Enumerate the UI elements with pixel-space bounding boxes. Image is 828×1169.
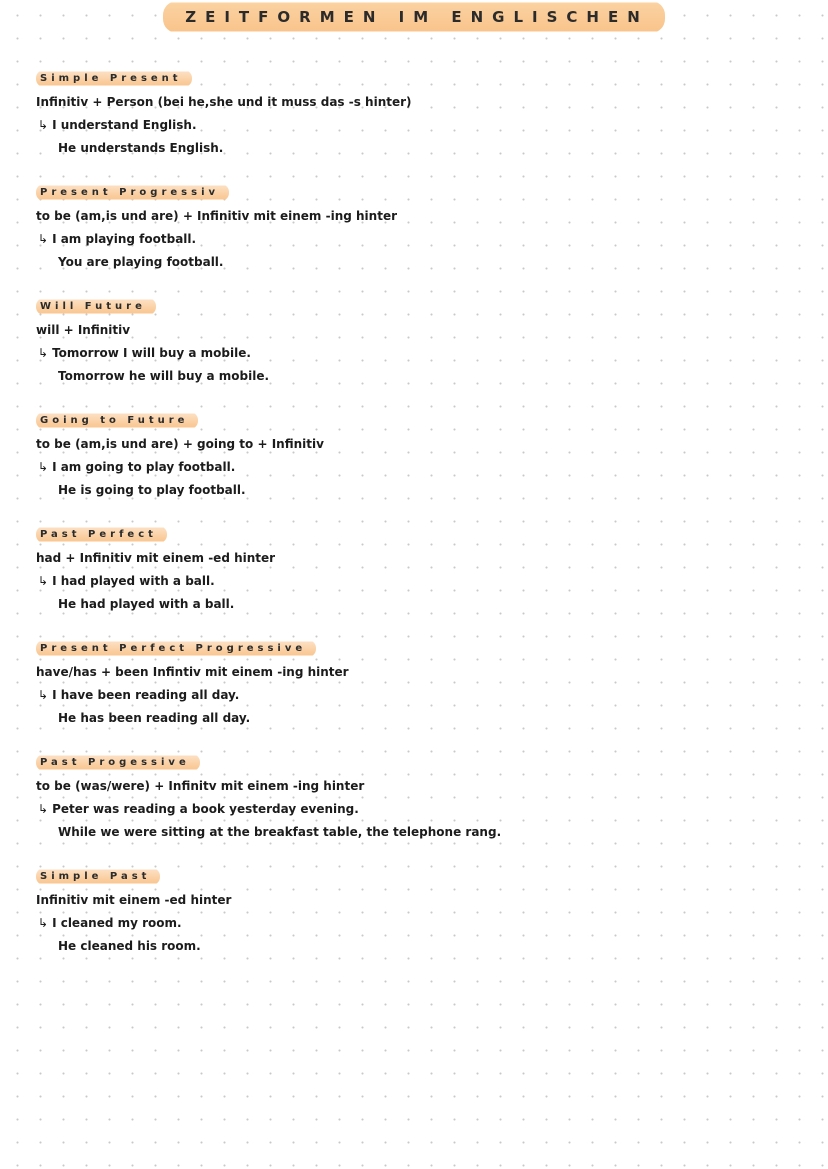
example-second: Tomorrow he will buy a mobile.: [58, 369, 270, 383]
section-present-progressiv: [36, 180, 796, 274]
section-heading: Past Progessive: [36, 754, 200, 771]
arrow-icon: ↳: [38, 688, 49, 702]
title-highlight: ZEITFORMEN IM ENGLISCHEN: [163, 1, 665, 33]
section-rule: Infinitiv mit einem -ed hinter: [36, 893, 232, 907]
example-second: While we were sitting at the breakfast table, the telephone rang.: [58, 825, 502, 839]
arrow-icon: ↳: [38, 346, 49, 360]
section-simple-present: [36, 66, 796, 160]
section-rule: to be (was/were) + Infinitv mit einem -ing hinter: [36, 779, 365, 793]
example-second: You are playing football.: [58, 255, 224, 269]
section-simple-past: [36, 864, 796, 958]
example-second: He understands English.: [58, 141, 224, 155]
page-title: [0, 8, 828, 26]
section-going-to-future: [36, 408, 796, 502]
example-second: He had played with a ball.: [58, 597, 235, 611]
example-first: [36, 456, 796, 479]
section-rule: have/has + been Infintiv mit einem -ing hinter: [36, 665, 349, 679]
example-first: [36, 228, 796, 251]
example-text: I have been reading all day.: [52, 688, 240, 702]
example-text: I had played with a ball.: [52, 574, 215, 588]
section-will-future: [36, 294, 796, 388]
example-first: [36, 912, 796, 935]
section-heading: Present Perfect Progressive: [36, 640, 316, 657]
section-rule: to be (am,is und are) + going to + Infinitiv: [36, 437, 324, 451]
arrow-icon: ↳: [38, 232, 49, 246]
example-text: I cleaned my room.: [52, 916, 182, 930]
section-present-perfect-progressive: [36, 636, 796, 730]
example-text: I am playing football.: [52, 232, 197, 246]
section-heading: Past Perfect: [36, 526, 167, 543]
example-first: [36, 570, 796, 593]
example-first: [36, 342, 796, 365]
arrow-icon: ↳: [38, 460, 49, 474]
section-heading: Will Future: [36, 298, 156, 315]
example-text: Peter was reading a book yesterday evening.: [52, 802, 359, 816]
example-second: He is going to play football.: [58, 483, 246, 497]
example-second: He cleaned his room.: [58, 939, 201, 953]
example-second: He has been reading all day.: [58, 711, 251, 725]
section-heading: Simple Present: [36, 70, 192, 87]
section-rule: had + Infinitiv mit einem -ed hinter: [36, 551, 276, 565]
section-past-progessive: [36, 750, 796, 844]
section-rule: will + Infinitiv: [36, 323, 131, 337]
example-first: [36, 684, 796, 707]
example-text: I am going to play football.: [52, 460, 236, 474]
example-first: [36, 798, 796, 821]
section-heading: Going to Future: [36, 412, 198, 429]
section-past-perfect: [36, 522, 796, 616]
arrow-icon: ↳: [38, 118, 49, 132]
section-heading: Simple Past: [36, 868, 160, 885]
example-text: I understand English.: [52, 118, 197, 132]
example-first: [36, 114, 796, 137]
section-heading: Present Progressiv: [36, 184, 229, 201]
section-rule: Infinitiv + Person (bei he,she und it muss das -s hinter): [36, 95, 412, 109]
section-rule: to be (am,is und are) + Infinitiv mit einem -ing hinter: [36, 209, 397, 223]
arrow-icon: ↳: [38, 802, 49, 816]
arrow-icon: ↳: [38, 574, 49, 588]
example-text: Tomorrow I will buy a mobile.: [52, 346, 251, 360]
arrow-icon: ↳: [38, 916, 49, 930]
